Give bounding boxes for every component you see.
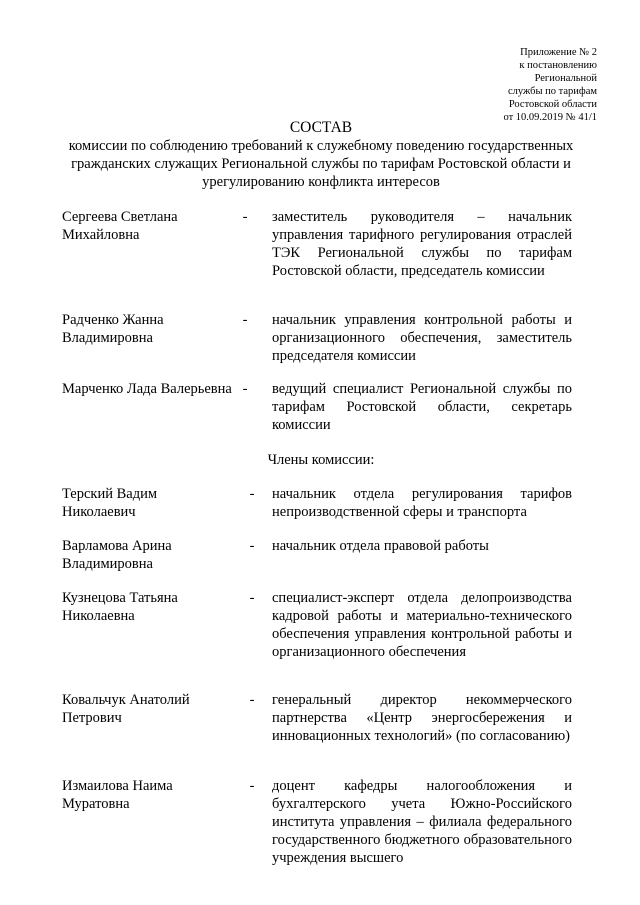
member-role: ведущий специалист Региональной службы по тарифам Ростовской области, секретарь комиссии — [272, 381, 572, 433]
entry-dash: - — [249, 590, 255, 606]
member-role: генеральный директор некоммерческого партнерства «Центр энергосбережения и инновационных технологий» (по согласованию) — [272, 692, 572, 744]
entry-dash: - — [249, 692, 255, 708]
appendix-line: Приложение № 2 — [520, 47, 597, 58]
member-role: начальник отдела регулирования тарифов непроизводственной сферы и транспорта — [272, 486, 572, 520]
member-name: Кузнецова Татьяна Николаевна — [62, 590, 178, 624]
appendix-block — [437, 46, 597, 124]
entry-dash: - — [242, 312, 248, 328]
document-title: СОСТАВ — [289, 119, 353, 136]
appendix-line: от 10.09.2019 № 41/1 — [503, 112, 597, 123]
member-name: Измаилова Наима Муратовна — [62, 778, 173, 812]
member-name: Радченко Жанна Владимировна — [62, 312, 164, 346]
member-name: Терский Вадим Николаевич — [62, 486, 158, 520]
member-name: Варламова Арина Владимировна — [62, 538, 172, 572]
member-name: Сергеева Светлана Михайловна — [62, 209, 178, 243]
member-role: доцент кафедры налогообложения и бухгалтерского учета Южно-Российского института управления – филиала федерального государственного бюджетного образовательного учреждения высшего — [272, 778, 572, 866]
member-role: начальник отдела правовой работы — [272, 538, 489, 554]
member-name: Ковальчук Анатолий Петрович — [62, 692, 190, 726]
entry-dash: - — [249, 538, 255, 554]
document-subtitle: комиссии по соблюдению требований к служебному поведению государственных гражданских служащих Региональной службы по тарифам Ростовской области и урегулированию конфликта интересов — [68, 138, 574, 190]
member-role: специалист-эксперт отдела делопроизводства кадровой работы и материально-технического обеспечения управления контрольной работы и организационного обеспечения — [272, 590, 572, 660]
appendix-line: Региональной — [534, 73, 597, 84]
member-name: Марченко Лада Валерьевна — [62, 381, 232, 397]
entry-dash: - — [242, 209, 248, 225]
entry-dash: - — [242, 381, 248, 397]
appendix-line: к постановлению — [519, 60, 597, 71]
entry-dash: - — [249, 486, 255, 502]
member-role: начальник управления контрольной работы и организационного обеспечения, заместитель председателя комиссии — [272, 312, 572, 364]
entry-dash: - — [249, 778, 255, 794]
appendix-line: службы по тарифам — [508, 86, 597, 97]
members-heading: Члены комиссии: — [267, 452, 375, 468]
appendix-line: Ростовской области — [508, 99, 597, 110]
member-role: заместитель руководителя – начальник управления тарифного регулирования отраслей ТЭК Региональной службы по тарифам Ростовской области, председатель комиссии — [272, 209, 572, 279]
